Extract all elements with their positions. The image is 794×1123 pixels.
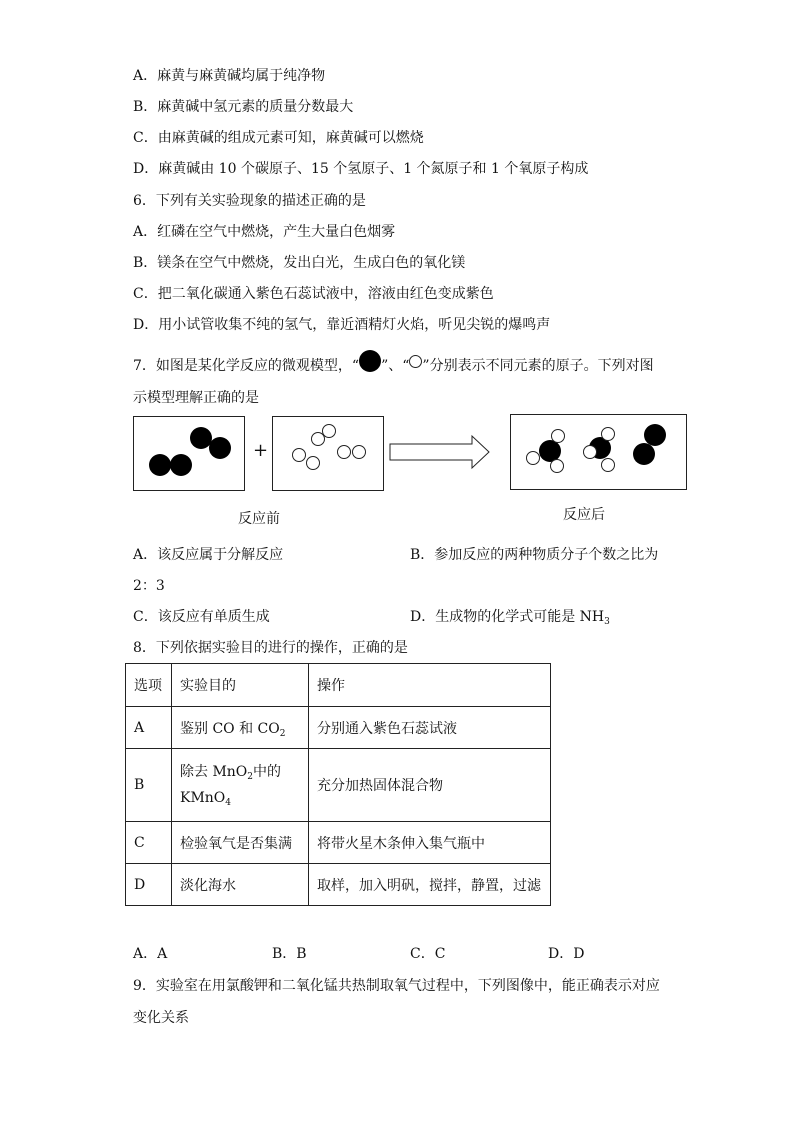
reactant-box-2 [272,416,384,491]
light-atom [306,456,320,470]
cell-operation: 充分加热固体混合物 [309,749,551,822]
q7-option-b: B．参加反应的两种物质分子个数之比为 [410,547,659,563]
light-atom [337,445,351,459]
cell-option: A [126,707,172,749]
q5-option-c: C．由麻黄碱的组成元素可知，麻黄碱可以燃烧 [133,130,424,146]
table-header-row [126,664,551,707]
light-atom [292,448,306,462]
light-atom [583,445,597,459]
q6-option-d: D．用小试管收集不纯的氢气，靠近酒精灯火焰，听见尖锐的爆鸣声 [133,317,551,333]
header-purpose: 实验目的 [172,664,309,707]
q8-answer-c: C．C [410,946,446,962]
q7-stem-part2: ”、“ [381,358,410,374]
q8-stem: 8．下列依据实验目的进行的操作，正确的是 [133,640,408,656]
q7-option-c: C．该反应有单质生成 [133,609,270,625]
table-row [126,822,551,864]
cell-purpose: 除去 MnO$_2$中的 KMnO$_4$ [172,749,309,822]
light-atom [550,459,564,473]
light-atom-icon [409,355,422,368]
q6-option-a: A．红磷在空气中燃烧，产生大量白色烟雾 [133,224,396,240]
dark-atom [633,443,655,465]
reaction-arrow-icon [389,434,491,470]
cell-purpose: 淡化海水 [172,864,309,906]
dark-atom-icon [359,350,381,372]
light-atom [601,458,615,472]
q5-option-d: D．麻黄碱由 10 个碳原子、15 个氢原子、1 个氮原子和 1 个氧原子构成 [133,161,589,177]
reactant-box-1 [133,416,245,491]
q8-answer-a: A．A [133,946,168,962]
light-atom [551,429,565,443]
cell-option: B [126,749,172,822]
cell-option: D [126,864,172,906]
q7-stem-part3: ”分别表示不同元素的原子。下列对图 [422,358,654,374]
header-option: 选项 [126,664,172,707]
q9-stem-line2: 变化关系 [133,1010,189,1026]
q7-stem-line2: 示模型理解正确的是 [133,390,259,406]
header-operation: 操作 [309,664,551,707]
dark-atom [149,454,171,476]
q8-answer-b: B．B [272,946,307,962]
cell-purpose: 鉴别 CO 和 $CO_2$ [172,707,309,749]
product-box [510,414,687,490]
table-row [126,707,551,749]
dark-atom [209,437,231,459]
cell-purpose: 检验氧气是否集满 [172,822,309,864]
light-atom [601,427,615,441]
q6-stem: 6．下列有关实验现象的描述正确的是 [133,193,366,209]
dark-atom [170,454,192,476]
q7-option-b-cont: 2：3 [133,578,165,594]
q8-answer-d: D．D [548,946,585,962]
light-atom [526,451,540,465]
table-row [126,864,551,906]
q7-option-d: D．生成物的化学式可能是 $NH_3$ [410,609,610,627]
plus-sign: + [253,440,269,461]
table-row [126,749,551,822]
cell-operation: 将带火星木条伸入集气瓶中 [309,822,551,864]
caption-before: 反应前 [238,511,280,527]
cell-operation: 取样，加入明矾，搅拌，静置，过滤 [309,864,551,906]
q7-stem-part1: 7．如图是某化学反应的微观模型，“ [133,358,360,374]
cell-option: C [126,822,172,864]
q6-option-c: C．把二氧化碳通入紫色石蕊试液中，溶液由红色变成紫色 [133,286,494,302]
q8-table [125,663,551,906]
caption-after: 反应后 [563,507,605,523]
q9-stem-line1: 9．实验室在用氯酸钾和二氧化锰共热制取氧气过程中，下列图像中，能正确表示对应 [133,978,660,994]
cell-operation: 分别通入紫色石蕊试液 [309,707,551,749]
q6-option-b: B．镁条在空气中燃烧，发出白光，生成白色的氧化镁 [133,255,466,271]
light-atom [322,424,336,438]
q7-stem-line1 [133,357,654,375]
light-atom [352,445,366,459]
q5-option-b: B．麻黄碱中氢元素的质量分数最大 [133,99,354,115]
q5-option-a: A．麻黄与麻黄碱均属于纯净物 [133,68,326,84]
q7-option-a: A．该反应属于分解反应 [133,547,284,563]
